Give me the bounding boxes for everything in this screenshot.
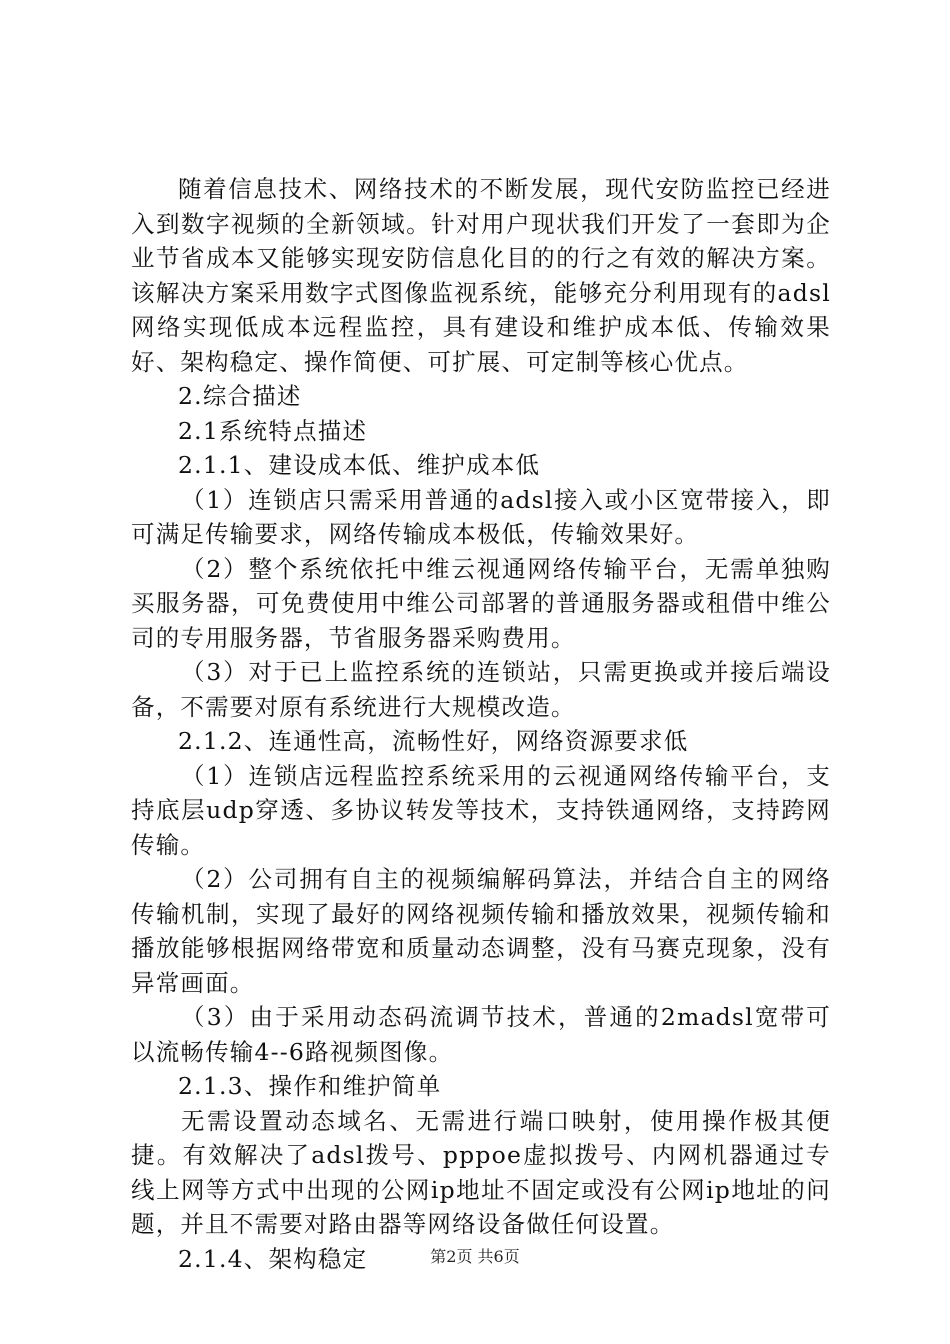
list-item: （2）整个系统依托中维云视通网络传输平台，无需单独购买服务器，可免费使用中维公司部署的普通服务器或租借中维公司的专用服务器，节省服务器采购费用。 bbox=[131, 554, 831, 652]
subsubsection-heading: 2.1.2、连通性高，流畅性好，网络资源要求低 bbox=[178, 727, 689, 755]
page-number: 第2页 共6页 bbox=[430, 1247, 520, 1266]
list-item: （3）由于采用动态码流调节技术，普通的2madsl宽带可以流畅传输4--6路视频图像。 bbox=[131, 1003, 831, 1066]
page-footer bbox=[0, 1244, 950, 1267]
document-body bbox=[131, 172, 831, 1276]
list-item: （1）连锁店远程监控系统采用的云视通网络传输平台，支持底层udp穿透、多协议转发等技术，支持铁通网络，支持跨网传输。 bbox=[131, 761, 831, 859]
list-item: （1）连锁店只需采用普通的adsl接入或小区宽带接入，即可满足传输要求，网络传输成本极低，传输效果好。 bbox=[131, 485, 831, 548]
subsubsection-heading: 2.1.3、操作和维护简单 bbox=[178, 1072, 442, 1100]
list-item: （2）公司拥有自主的视频编解码算法，并结合自主的网络传输机制，实现了最好的网络视频传输和播放效果，视频传输和播放能够根据网络带宽和质量动态调整，没有马赛克现象，没有异常画面。 bbox=[131, 865, 831, 997]
list-item: （3）对于已上监控系统的连锁站，只需更换或并接后端设备，不需要对原有系统进行大规模改造。 bbox=[131, 658, 831, 721]
subsection-heading: 2.1系统特点描述 bbox=[178, 416, 368, 445]
subsubsection-heading: 2.1.1、建设成本低、维护成本低 bbox=[178, 451, 541, 479]
body-paragraph: 无需设置动态域名、无需进行端口映射，使用操作极其便捷。有效解决了adsl拨号、pppoe虚拟拨号、内网机器通过专线上网等方式中出现的公网ip地址不固定或没有公网ip地址的问题，并且不需要对路由器等网络设备做任何设置。 bbox=[131, 1106, 831, 1238]
section-heading: 2.综合描述 bbox=[178, 382, 302, 410]
subsubsection-heading: 2.1.4、架构稳定 bbox=[178, 1244, 368, 1273]
intro-paragraph: 随着信息技术、网络技术的不断发展，现代安防监控已经进入到数字视频的全新领域。针对用户现状我们开发了一套即为企业节省成本又能够实现安防信息化目的的行之有效的解决方案。该解决方案采用数字式图像监视系统，能够充分利用现有的adsl网络实现低成本远程监控，具有建设和维护成本低、传输效果好、架构稳定、操作简便、可扩展、可定制等核心优点。 bbox=[131, 175, 831, 376]
